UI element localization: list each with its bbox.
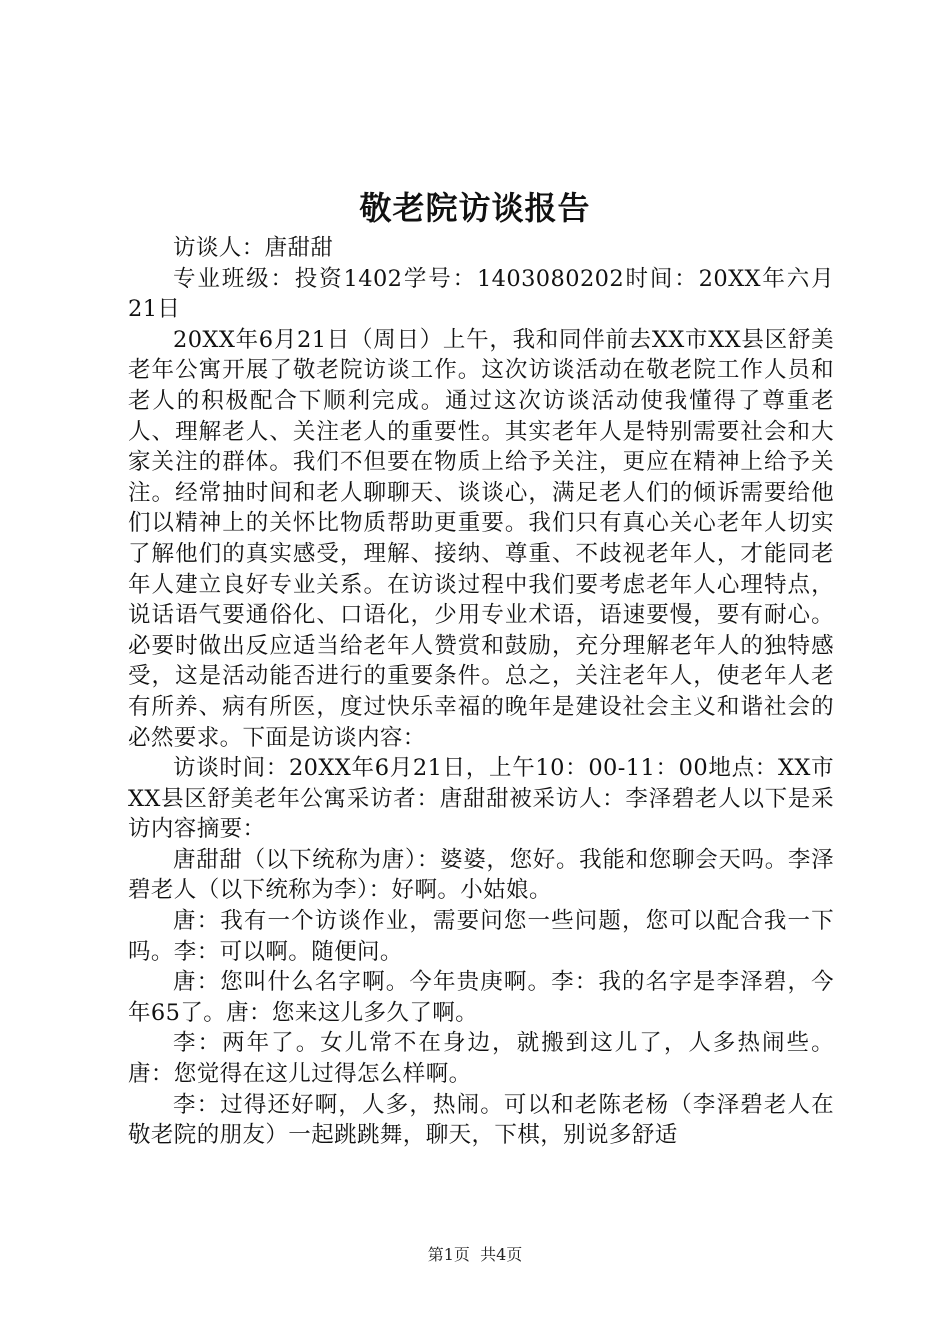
document-title: 敬老院访谈报告	[359, 189, 591, 227]
total-pages: 共4页	[480, 1245, 523, 1264]
paragraph-dialogue: 李：两年了。女儿常不在身边，就搬到这儿了，人多热闹些。唐：您觉得在这儿过得怎么样啊。	[128, 1030, 834, 1088]
page-number: 第1页	[427, 1245, 470, 1264]
paragraph-dialogue: 唐：我有一个访谈作业，需要问您一些问题，您可以配合我一下吗。李：可以啊。随便问。	[128, 908, 834, 965]
page-footer	[0, 1244, 950, 1266]
document-body	[128, 233, 834, 1151]
paragraph-interview-details: 访谈时间：20XX年6月21日，上午10：00-11：00地点：XX市XX县区舒美老年公寓采访者：唐甜甜被采访人：李泽碧老人以下是采访内容摘要：	[128, 755, 834, 843]
paragraph-dialogue: 李：过得还好啊，人多，热闹。可以和老陈老杨（李泽碧老人在敬老院的朋友）一起跳跳舞，聊天，下棋，别说多舒适	[128, 1091, 834, 1149]
paragraph-dialogue: 唐：您叫什么名字啊。今年贵庚啊。李：我的名字是李泽碧，今年65了。唐：您来这儿多久了啊。	[128, 969, 834, 1026]
paragraph-introduction: 20XX年6月21日（周日）上午，我和同伴前去XX市XX县区舒美老年公寓开展了敬老院访谈工作。这次访谈活动在敬老院工作人员和老人的积极配合下顺利完成。通过这次访谈活动使我懂得了尊重老人、理解老人、关注老人的重要性。其实老年人是特别需要社会和大家关注的群体。我们不但要在物质上给予关注，更应在精神上给予关注。经常抽时间和老人聊聊天、谈谈心，满足老人们的倾诉需要给他们以精神上的关怀比物质帮助更重要。我们只有真心关心老年人切实了解他们的真实感受，理解、接纳、尊重、不歧视老年人，才能同老年人建立良好专业关系。在访谈过程中我们要考虑老年人心理特点，说话语气要通俗化、口语化，少用专业术语，语速要慢，要有耐心。必要时做出反应适当给老年人赞赏和鼓励，充分理解老年人的独特感受，这是活动能否进行的重要条件。总之，关注老年人，使老年人老有所养、病有所医，度过快乐幸福的晚年是建设社会主义和谐社会的必然要求。下面是访谈内容：	[128, 326, 834, 751]
paragraph-student-info: 专业班级：投资1402学号：1403080202时间：20XX年六月21日	[128, 265, 834, 323]
paragraph-dialogue: 唐甜甜（以下统称为唐）：婆婆，您好。我能和您聊会天吗。李泽碧老人（以下统称为李）：好啊。小姑娘。	[128, 846, 834, 904]
paragraph-interviewer: 访谈人：唐甜甜	[173, 235, 334, 261]
